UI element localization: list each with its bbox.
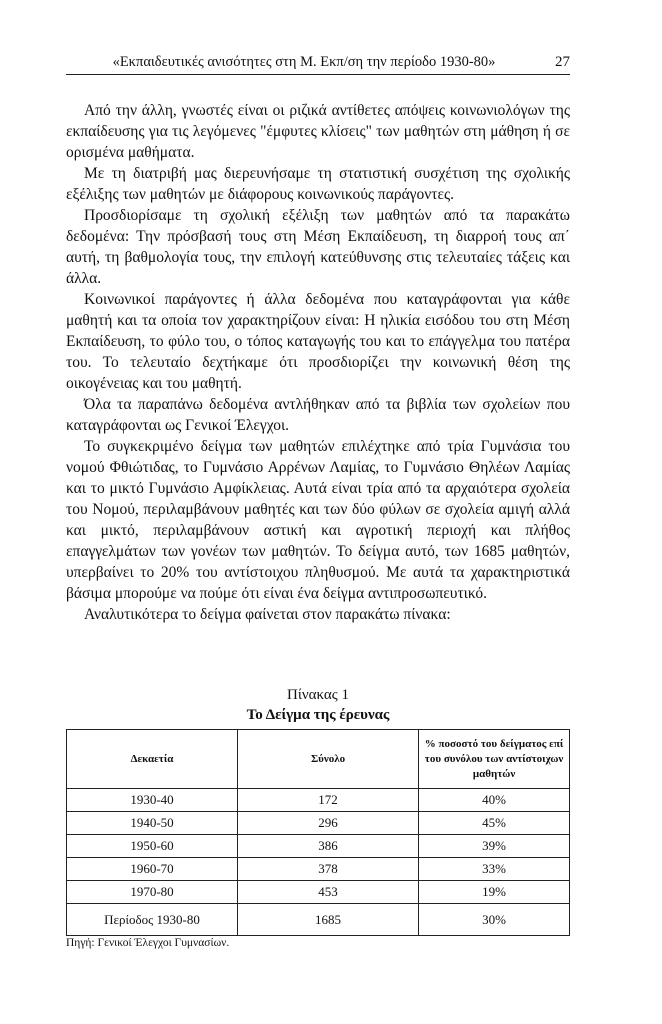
cell-decade: 1930-40 [67,789,238,812]
cell-decade: 1960-70 [67,858,238,881]
table-title: Το Δείγμα της έρευνας [246,707,390,723]
cell-decade: 1950-60 [67,835,238,858]
cell-total: 296 [238,812,419,835]
page-number: 27 [555,54,570,70]
paragraph: Προσδιορίσαμε τη σχολική εξέλιξη των μαθητών από τα παρακάτω δεδομένα: Την πρόσβασή τους στη Μέση Εκπαίδευση, τη διαρροή τους απ΄ αυτή, τη βαθμολογία τους, την επιλογή κατεύθυνσης στις τελευταίες τάξεις και άλλα. [66,207,570,287]
paragraph: Από την άλλη, γνωστές είναι οι ριζικά αντίθετες απόψεις κοινωνιολόγων της εκπαίδευσης για τις λεγόμενες "έμφυτες κλίσεις" των μαθητών στη μάθηση ή σε ορισμένα μαθήματα. [66,102,570,161]
cell-decade: Περίοδος 1930-80 [67,904,238,936]
column-header-decade: Δεκαετία [67,730,238,789]
table-row [67,812,570,835]
cell-percentage: 30% [419,904,570,936]
paragraph: Αναλυτικότερα το δείγμα φαίνεται στον παρακάτω πίνακα: [84,606,451,623]
cell-total: 453 [238,881,419,904]
table-row [67,881,570,904]
paragraph: Όλα τα παραπάνω δεδομένα αντλήθηκαν από τα βιβλία των σχολείων που καταγράφονται ως Γενικοί Έλεγχοι. [66,396,570,434]
cell-percentage: 33% [419,858,570,881]
cell-total: 378 [238,858,419,881]
cell-percentage: 19% [419,881,570,904]
cell-total: 1685 [238,904,419,936]
paragraph: Κοινωνικοί παράγοντες ή άλλα δεδομένα που καταγράφονται για κάθε μαθητή και τα οποία τον χαρακτηρίζουν είναι: Η ηλικία εισόδου του στη Μέση Εκπαίδευση, το φύλο του, ο τόπος καταγωγής του και το επάγγελμα του πατέρα του. Το τελευταίο δεχτήκαμε ότι προσδιορίζει την κοινωνική θέση της οικογένειας και του μαθητή. [66,291,570,392]
table-header-row [67,730,570,789]
paragraph: Με τη διατριβή μας διερευνήσαμε τη στατιστική συσχέτιση της σχολικής εξέλιξης των μαθητών με διάφορους κοινωνικούς παράγοντες. [66,165,570,203]
table-caption: Πίνακας 1 [287,687,349,703]
running-header-title: «Εκπαιδευτικές ανισότητες στη Μ. Εκπ/ση την περίοδο 1930-80» [112,54,496,70]
cell-percentage: 40% [419,789,570,812]
table-row [67,835,570,858]
cell-percentage: 45% [419,812,570,835]
cell-total: 386 [238,835,419,858]
running-header [66,52,570,75]
paragraph: Το συγκεκριμένο δείγμα των μαθητών επιλέχτηκε από τρία Γυμνάσια του νομού Φθιώτιδας, το Γυμνάσιο Αρρένων Λαμίας, το Γυμνάσιο Θηλέων Λαμίας και το μικτό Γυμνάσιο Αμφίκλειας. Αυτά είναι τρία από τα αρχαιότερα σχολεία του Νομού, περιλαμβάνουν μαθητές και των δύο φύλων σε σχολεία αμιγή αλλά και μικτό, περιλαμβάνουν αστική και αγροτική περιοχή και πλήθος επαγγελμάτων των γονέων των μαθητών. Το δείγμα αυτό, των 1685 μαθητών, υπερβαίνει το 20% του αντίστοιχου πληθυσμού. Με αυτά τα χαρακτηριστικά βάσιμα μπορούμε να πούμε ότι είναι ένα δείγμα αντιπροσωπευτικό. [66,438,570,602]
body-text [66,100,570,625]
table-row [67,789,570,812]
cell-decade: 1940-50 [67,812,238,835]
cell-percentage: 39% [419,835,570,858]
column-header-percentage: % ποσοστό του δείγματος επί του συνόλου των αντίστοιχων μαθητών [419,730,570,789]
table-source: Πηγή: Γενικοί Έλεγχοι Γυμνασίων. [66,937,230,949]
column-header-total: Σύνολο [238,730,419,789]
cell-decade: 1970-80 [67,881,238,904]
cell-total: 172 [238,789,419,812]
table-row [67,858,570,881]
table-total-row [67,904,570,936]
sample-table [66,729,570,936]
